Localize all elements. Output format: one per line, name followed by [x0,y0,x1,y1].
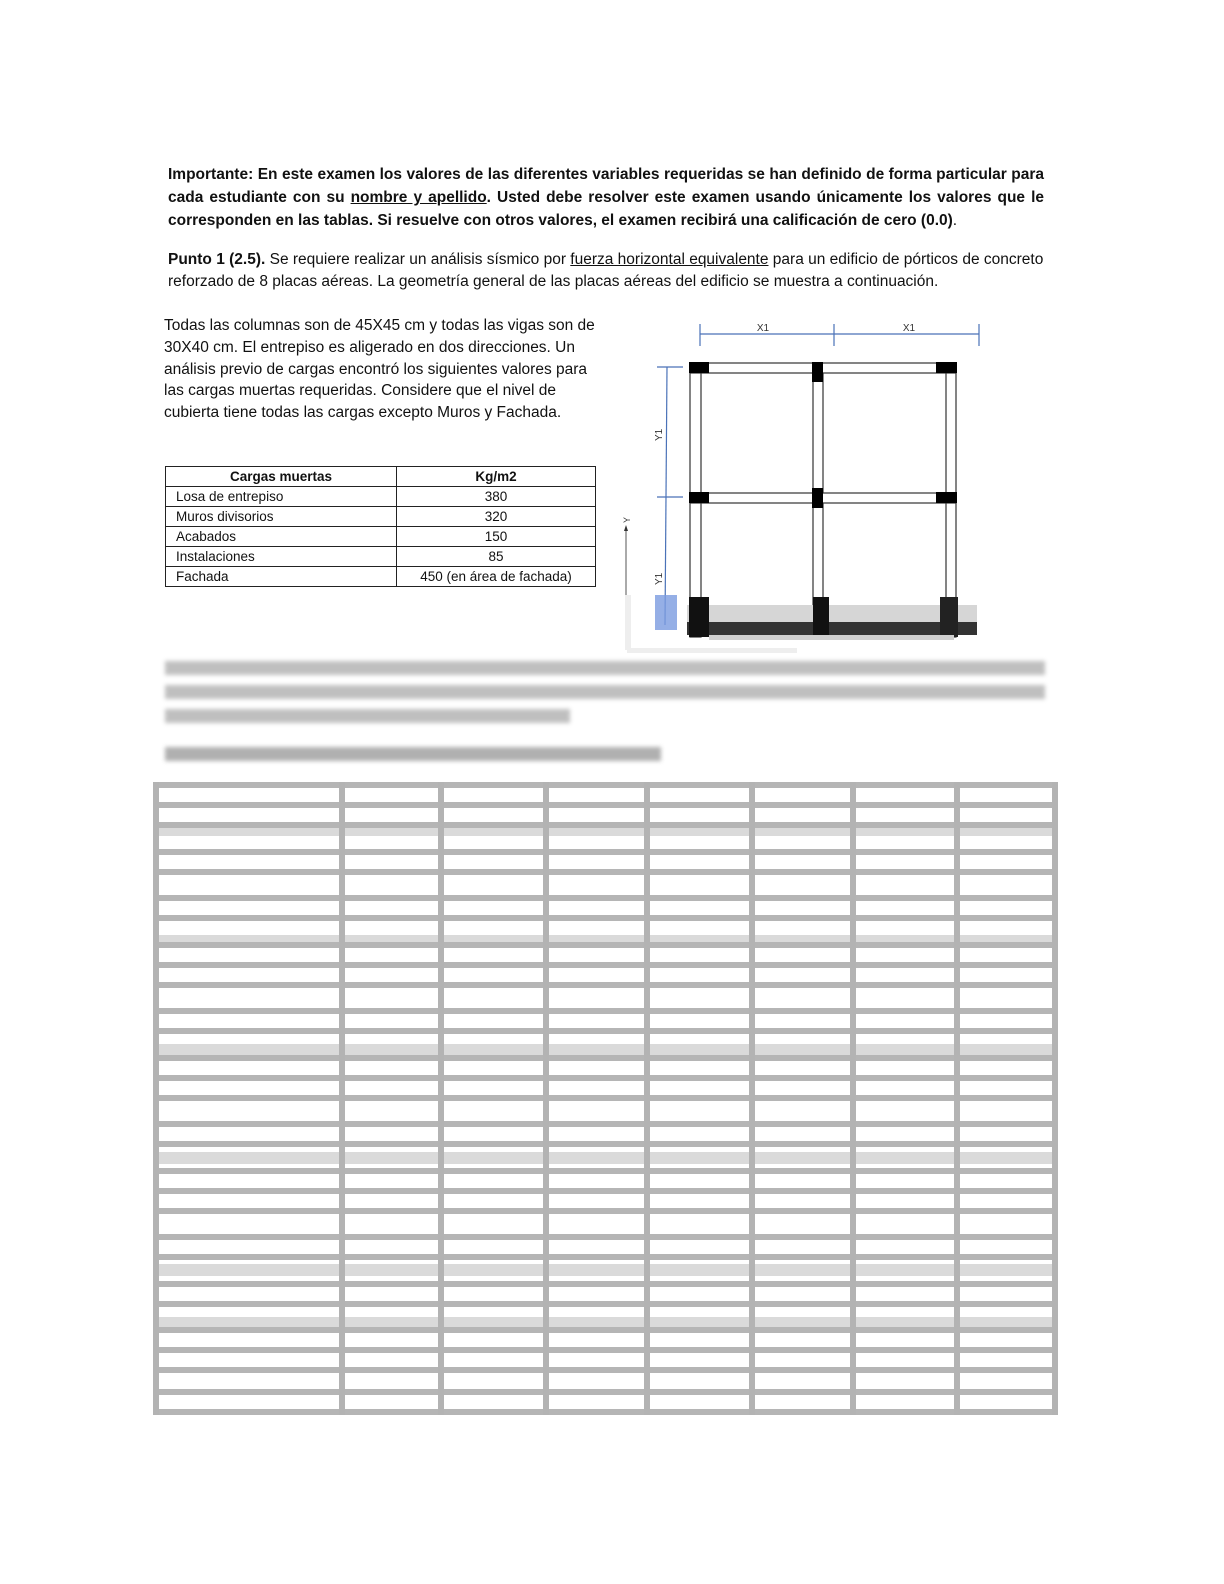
redacted-axis [625,595,631,650]
row-line [153,1234,1058,1240]
row-line [153,1028,1058,1034]
redacted-data-table [153,782,1058,1415]
punto-1-text-continued: para un edificio de pórticos de concreto reforzado de 8 placas aéreas. La geometría general de las placas aéreas del edificio se muestra a continuación. [168,251,1044,290]
dim-label-x1-left: X1 [756,323,770,334]
row-line [153,1254,1058,1260]
row-line [153,1208,1058,1214]
row-line [153,822,1058,828]
row-line [153,1367,1058,1373]
row-line [153,1075,1058,1081]
y-dimension-line [657,367,683,625]
col-line [543,782,549,1415]
row-line [153,895,1058,901]
load-value: 380 [397,487,596,507]
table-row [166,547,596,567]
row-line [153,1121,1058,1127]
row-line [153,1141,1058,1147]
dead-loads-table [165,466,596,587]
row-line [153,1008,1058,1014]
important-notice [168,163,1044,232]
structure-description: Todas las columnas son de 45X45 cm y todas las vigas son de 30X40 cm. El entrepiso es aligerado en dos direcciones. Un análisis previo de cargas encontró los siguientes valores para las cargas muertas requeridas. Considere que el nivel de cubierta tiene todas las cargas excepto Muros y Fachada. [164,317,595,422]
col-line [644,782,650,1415]
row-line [153,962,1058,968]
load-value: 85 [397,547,596,567]
load-name: Muros divisorios [166,507,397,527]
redacted-bottom-beam [687,597,977,640]
load-name: Acabados [166,527,397,547]
load-value: 450 (en área de fachada) [397,567,596,587]
notice-underlined-text: nombre y apellido [350,189,487,206]
col-line [438,782,444,1415]
col-line [954,782,960,1415]
row-line [153,849,1058,855]
col-line [153,782,159,1415]
notice-text-continued: . Usted debe resolver este examen usando únicamente los valores que le corresponden en las tablas. Si resuelve con otros valores, el examen recibirá una calificación de cero (0.0) [168,189,1044,229]
load-value: 150 [397,527,596,547]
y-axis-arrow-icon [624,525,628,595]
x-dimension-line [700,324,979,346]
table-header-row [166,467,596,487]
dim-label-x1-right: X1 [902,323,916,334]
table-row [166,567,596,587]
row-line [153,1055,1058,1061]
col-line [850,782,856,1415]
floor-plan-drawing [615,315,995,660]
row-line [153,1409,1058,1415]
notice-end: . [952,212,958,229]
row-line [153,1281,1058,1287]
punto-1-text: Se requiere realizar un análisis sísmico por [265,251,571,268]
y-axis-label: Y [622,516,632,523]
row-line [153,869,1058,875]
dim-label-y1-top: Y1 [654,428,665,441]
row-line [153,782,1058,788]
row-band [159,1152,1052,1164]
row-line [153,1095,1058,1101]
table-row [166,527,596,547]
load-name: Fachada [166,567,397,587]
row-band [159,1264,1052,1276]
redacted-dim-marker [655,595,677,630]
notice-text: Importante: En este examen los valores de las diferentes variables requeridas se han definido de forma particular para cada estudiante con su [168,166,1044,206]
row-line [153,915,1058,921]
row-line [153,802,1058,808]
redacted-line [165,709,570,723]
row-line [153,1327,1058,1333]
row-line [153,1168,1058,1174]
redacted-subheading [165,747,661,761]
dim-label-y1-bottom: Y1 [654,572,665,585]
punto-1-statement [168,249,1044,293]
row-line [153,1347,1058,1353]
table-row [166,507,596,527]
col-line [339,782,345,1415]
punto-1-label: Punto 1 (2.5). [168,251,266,268]
row-line [153,942,1058,948]
col-line [749,782,755,1415]
redacted-axis-x [627,648,797,653]
col-line [1052,782,1058,1415]
load-name: Instalaciones [166,547,397,567]
header-cargas-muertas: Cargas muertas [166,467,397,487]
redacted-line [165,685,1045,699]
redacted-line [165,661,1045,675]
load-value: 320 [397,507,596,527]
row-line [153,1188,1058,1194]
punto-1-underlined: fuerza horizontal equivalente [570,251,769,268]
row-line [153,982,1058,988]
load-name: Losa de entrepiso [166,487,397,507]
row-line [153,1389,1058,1395]
header-kg-m2: Kg/m2 [397,467,596,487]
table-row [166,487,596,507]
row-line [153,1301,1058,1307]
